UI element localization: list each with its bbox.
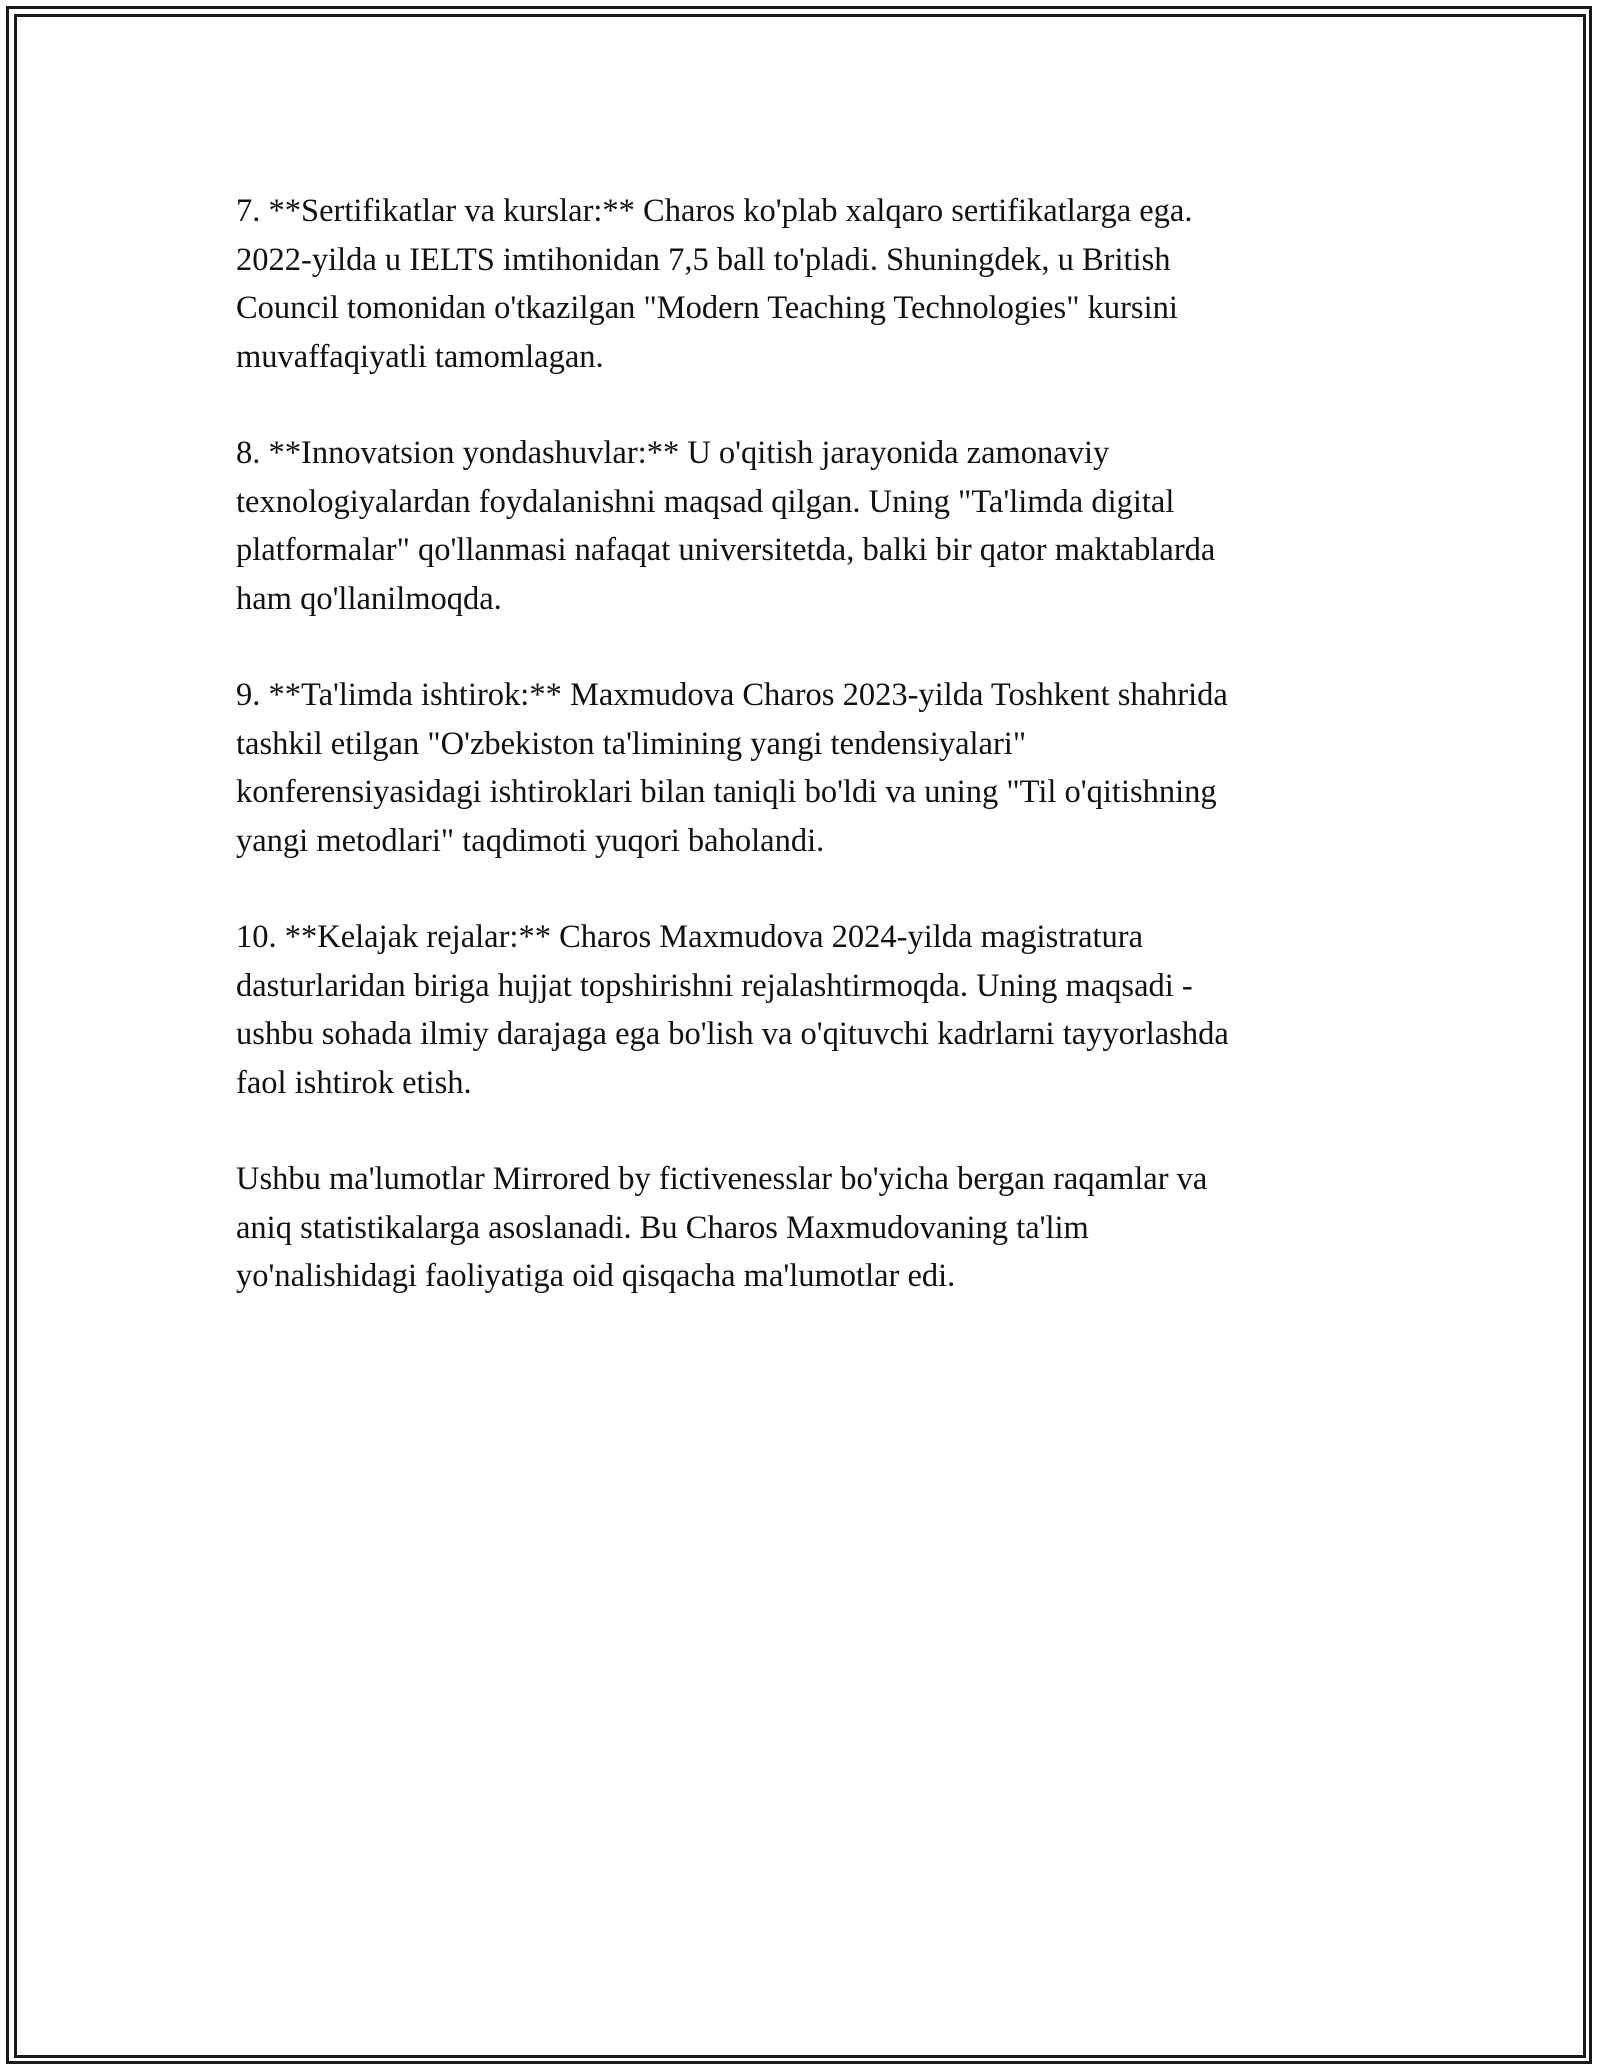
paragraph-summary: Ushbu ma'lumotlar Mirrored by fictivenesslar bo'yicha bergan raqamlar va aniq statistikalarga asoslanadi. Bu Charos Maxmudovaning ta'lim yo'nalishidagi faoliyatiga oid qisqacha ma'lumotlar edi.	[236, 1161, 1208, 1294]
paragraph-certificates: 7. **Sertifikatlar va kurslar:** Charos ko'plab xalqaro sertifikatlarga ega. 2022-yilda u IELTS imtihonidan 7,5 ball to'pladi. Shuningdek, u British Council tomonidan o'tkazilgan "Modern Teaching Technologies" kursini muvaffaqiyatli tamomlagan.	[236, 193, 1193, 375]
paragraph-innovative-approaches: 8. **Innovatsion yondashuvlar:** U o'qitish jarayonida zamonaviy texnologiyalardan foydalanishni maqsad qilgan. Uning "Ta'limda digital platformalar" qo'llanmasi nafaqat universitetda, balki bir qator maktablarda ham qo'llanilmoqda.	[236, 435, 1216, 617]
paragraph-future-plans: 10. **Kelajak rejalar:** Charos Maxmudova 2024-yilda magistratura dasturlaridan biriga hujjat topshirishni rejalashtirmoqda. Uning maqsadi - ushbu sohada ilmiy darajaga ega bo'lish va o'qituvchi kadrlarni tayyorlashda faol ishtirok etish.	[236, 919, 1229, 1101]
paragraph-education-participation: 9. **Ta'limda ishtirok:** Maxmudova Charos 2023-yilda Toshkent shahrida tashkil etilgan "O'zbekiston ta'limining yangi tendensiyalari" konferensiyasidagi ishtiroklari bilan taniqli bo'ldi va uning "Til o'qitishning yangi metodlari" taqdimoti yuqori baholandi.	[236, 677, 1228, 859]
document-body	[236, 187, 1386, 1349]
